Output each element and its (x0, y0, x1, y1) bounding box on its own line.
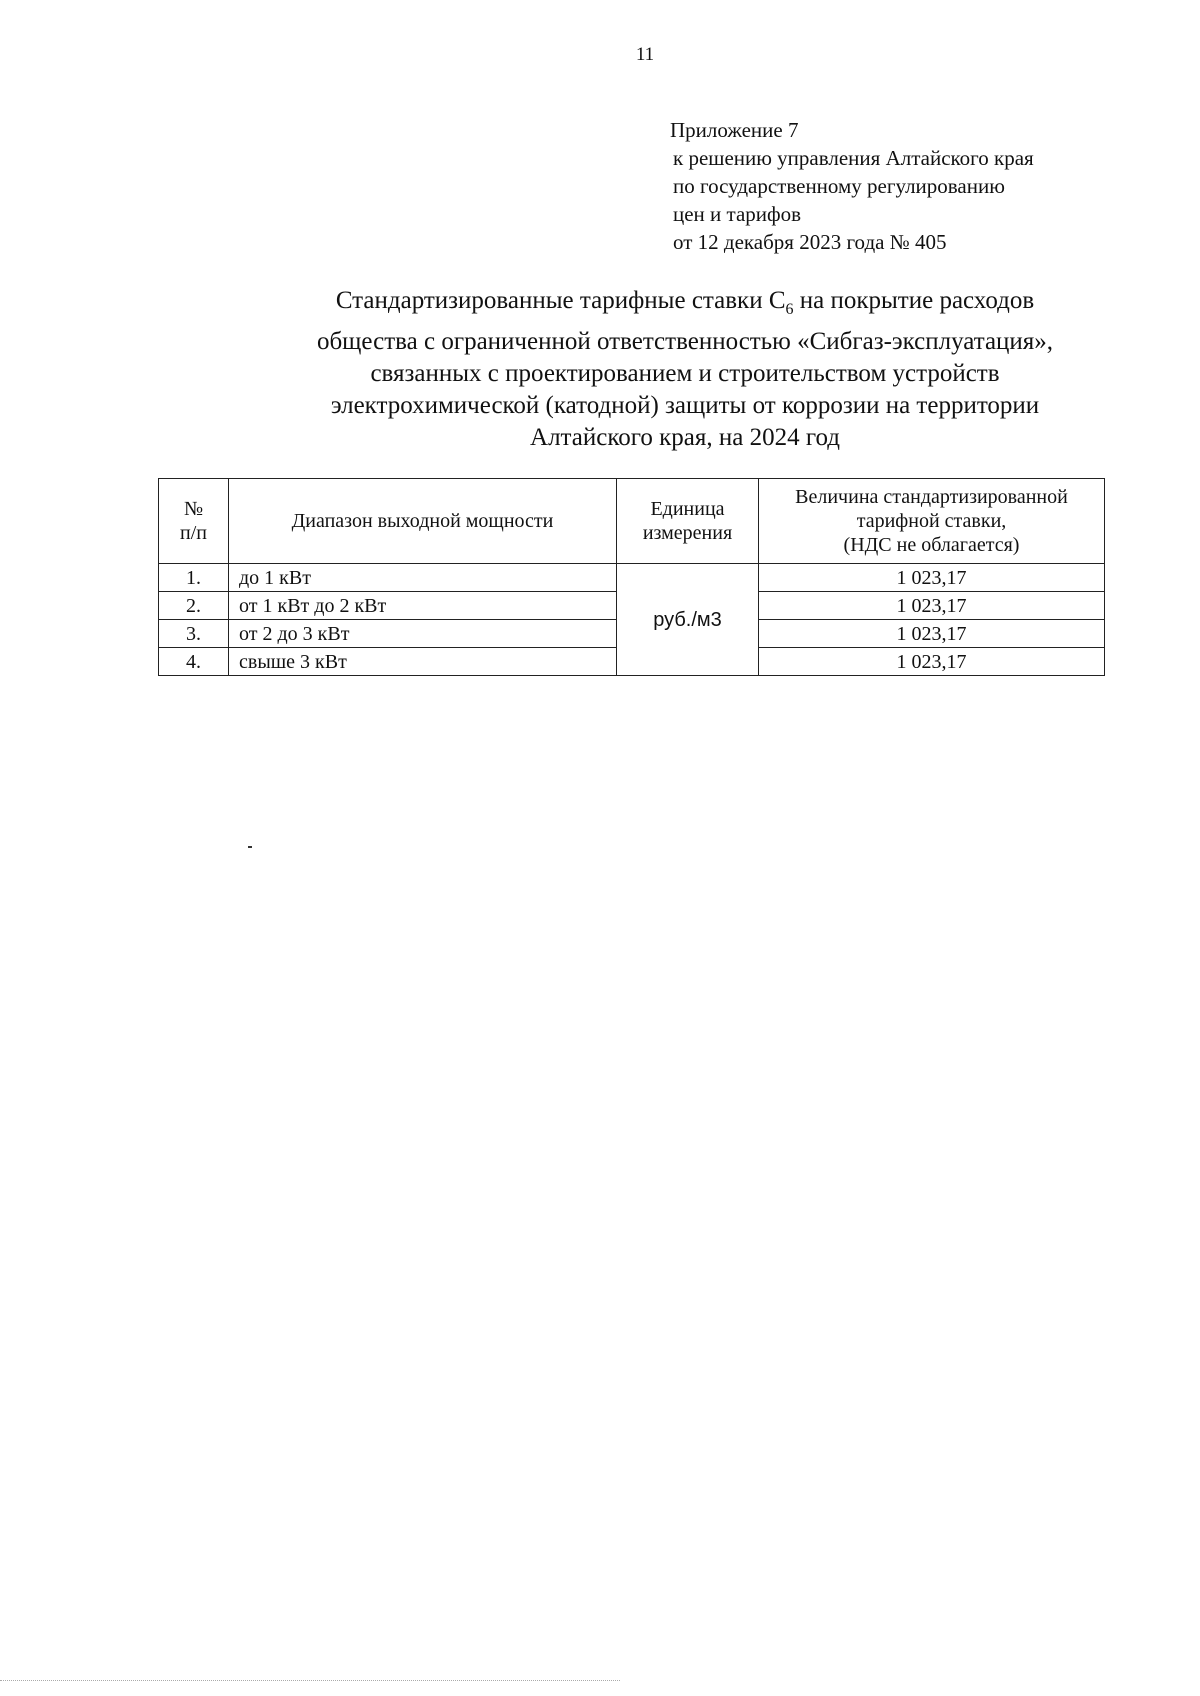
row-value: 1 023,17 (759, 564, 1105, 592)
row-num: 3. (159, 620, 229, 648)
header-num: № п/п (159, 479, 229, 564)
tariff-table (158, 478, 1105, 676)
unit-cell: руб./м3 (617, 564, 759, 676)
row-range: свыше 3 кВт (229, 648, 617, 676)
title-line: Алтайского края, на 2024 год (530, 424, 840, 451)
header-unit: Единица измерения (617, 479, 759, 564)
appendix-line: по государственному регулированию (673, 174, 1005, 198)
title-line: электрохимической (катодной) защиты от коррозии на территории (330, 392, 1040, 419)
table-header-row (159, 479, 1105, 564)
title-line: общества с ограниченной ответственностью «Сибгаз-эксплуатация», (316, 328, 1054, 355)
appendix-block (670, 116, 1173, 256)
header-range: Диапазон выходной мощности (229, 479, 617, 564)
page-number: 11 (635, 44, 655, 65)
appendix-date-line: от 12 декабря 2023 года № 405 (673, 230, 947, 254)
row-num: 2. (159, 592, 229, 620)
row-num: 4. (159, 648, 229, 676)
row-value: 1 023,17 (759, 648, 1105, 676)
scan-mark (248, 846, 252, 848)
appendix-line: цен и тарифов (673, 202, 802, 226)
row-num: 1. (159, 564, 229, 592)
row-range: от 2 до 3 кВт (229, 620, 617, 648)
row-value: 1 023,17 (759, 620, 1105, 648)
appendix-title: Приложение 7 (670, 118, 799, 142)
title-line: Стандартизированные тарифные ставки $С_6$ на покрытие расходов (335, 287, 1035, 318)
table-row (159, 564, 1105, 592)
header-value: Величина стандартизированной тарифной ставки, (НДС не облагается) (759, 479, 1105, 564)
title-line: связанных с проектированием и строительством устройств (370, 360, 1000, 387)
scan-edge-artifact (0, 1680, 620, 1681)
appendix-line: к решению управления Алтайского края (673, 146, 1034, 170)
row-range: до 1 кВт (229, 564, 617, 592)
document-title (160, 285, 1200, 454)
row-value: 1 023,17 (759, 592, 1105, 620)
title-subscript: 6 (785, 301, 794, 318)
row-range: от 1 кВт до 2 кВт (229, 592, 617, 620)
